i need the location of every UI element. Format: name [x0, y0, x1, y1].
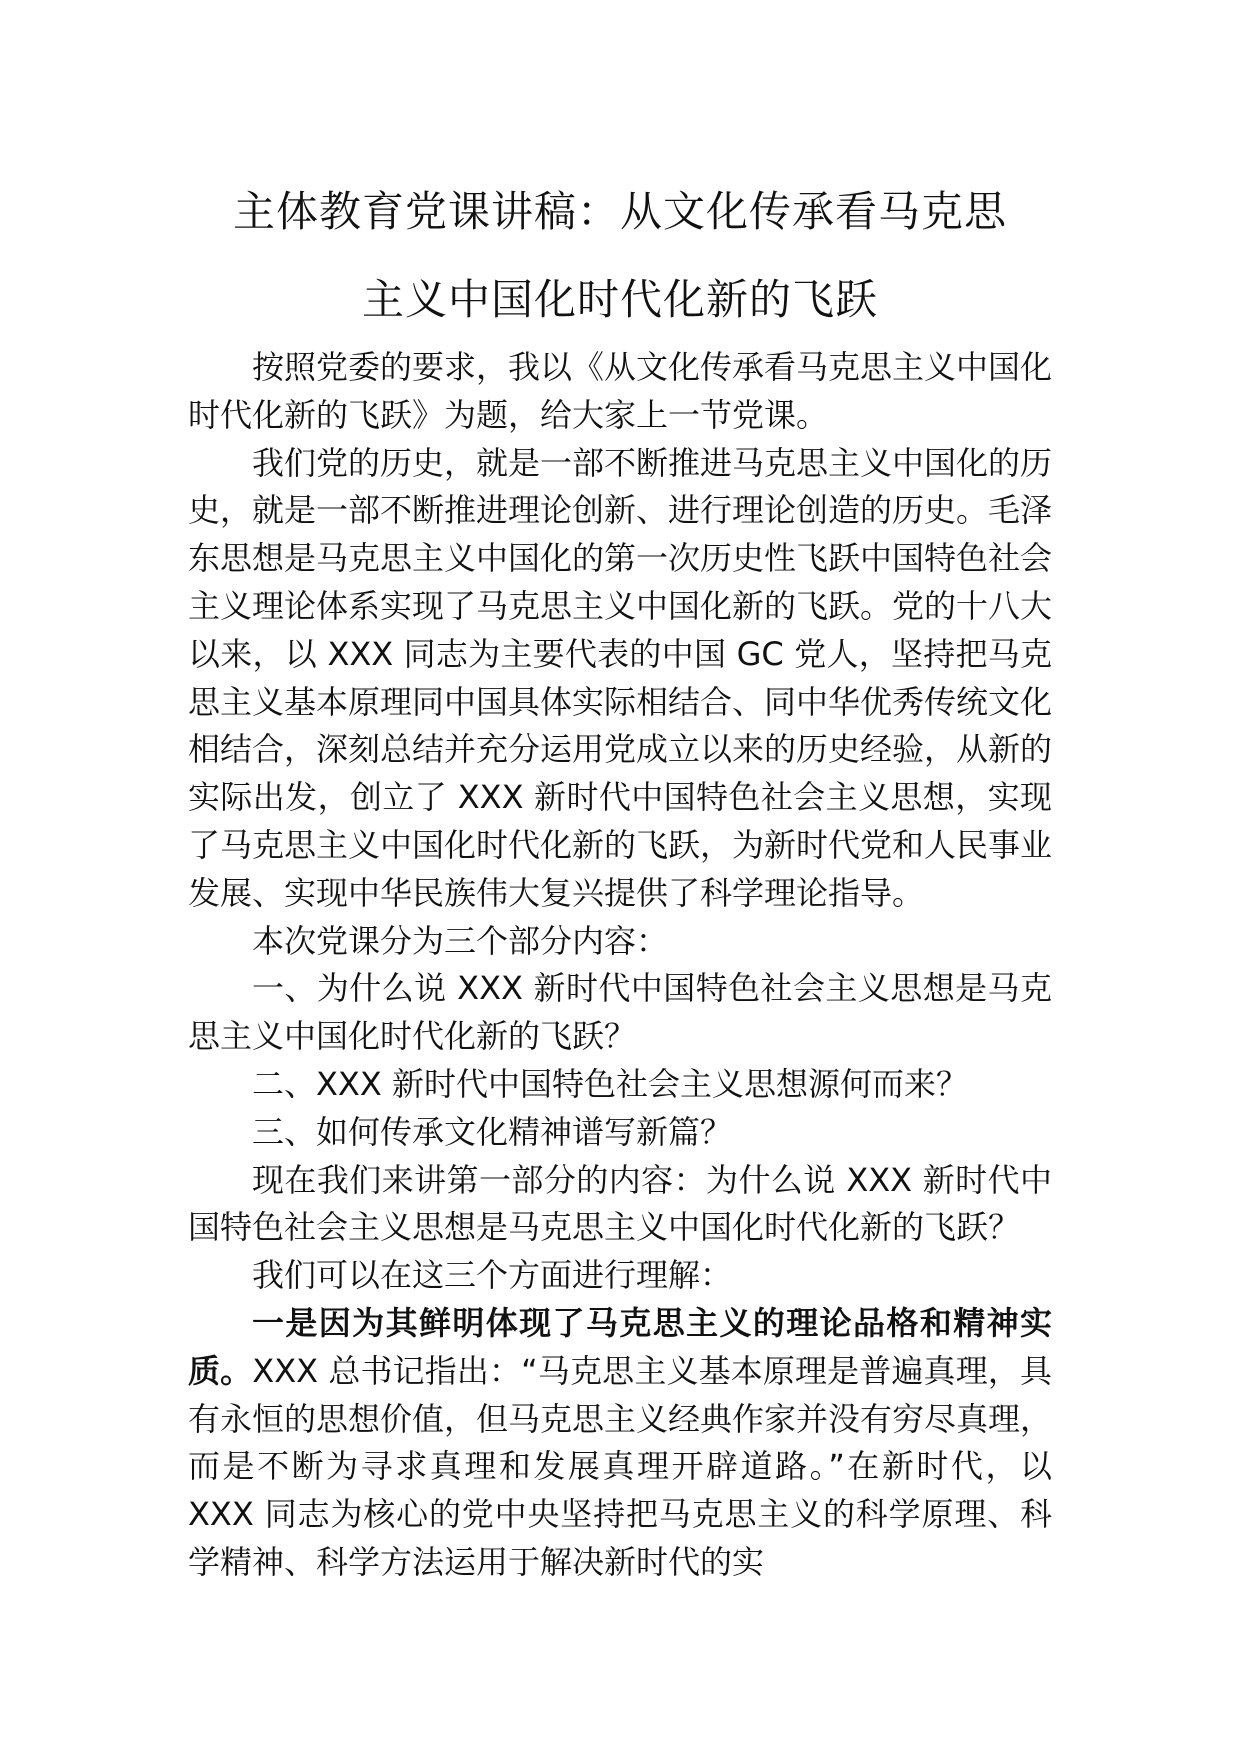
paragraph-three-aspects: 我们可以在这三个方面进行理解： [252, 1256, 733, 1295]
title-line-2: 主义中国化时代化新的飞跃 [361, 275, 878, 324]
paragraph-outline-item-3: 三、如何传承文化精神谱写新篇？ [252, 1112, 733, 1151]
document-page [188, 168, 1052, 1587]
paragraph-intro: 按照党委的要求，我以《从文化传承看马克思主义中国化时代化新的飞跃》为题，给大家上一节党课。 [188, 348, 1053, 434]
paragraph-part-one-intro: 现在我们来讲第一部分的内容：为什么说 XXX 新时代中国特色社会主义思想是马克思主义中国化时代化新的飞跃？ [188, 1160, 1052, 1247]
document-body [188, 344, 1052, 1587]
paragraph-outline-intro: 本次党课分为三个部分内容： [252, 921, 669, 960]
paragraph-outline-item-2: 二、XXX 新时代中国特色社会主义思想源何而来？ [252, 1064, 968, 1103]
document-title [188, 168, 1052, 344]
paragraph-outline-item-1: 一、为什么说 XXX 新时代中国特色社会主义思想是马克思主义中国化时代化新的飞跃？ [188, 969, 1052, 1056]
aspect-one-heading: 一是因为其鲜明体现了马克思主义的理论品格和精神实质。 [188, 1303, 1052, 1390]
aspect-one-text: XXX 总书记指出：“马克思主义基本原理是普遍真理，具有永恒的思想价值，但马克思主义经典作家并没有穷尽真理，而是不断为寻求真理和发展真理开辟道路。”在新时代，以 XXX 同志为核心的党中央坚持把马克思主义的科学原理、科学精神、科学方法运用于解决新时代的实 [188, 1351, 1053, 1581]
title-line-1: 主体教育党课讲稿：从文化传承看马克思 [232, 187, 1007, 236]
paragraph-history: 我们党的历史，就是一部不断推进马克思主义中国化的历史，就是一部不断推进理论创新、进行理论创造的历史。毛泽东思想是马克思主义中国化的第一次历史性飞跃中国特色社会主义理论体系实现了马克思主义中国化新的飞跃。党的十八大以来，以 XXX 同志为主要代表的中国 GC 党人，坚持把马克思主义基本原理同中国具体实际相结合、同中华优秀传统文化相结合，深刻总结并充分运用党成立以来的历史经验，从新的实际出发，创立了 XXX 新时代中国特色社会主义思想，实现了马克思主义中国化时代化新的飞跃，为新时代党和人民事业发展、实现中华民族伟大复兴提供了科学理论指导。 [188, 443, 1053, 912]
paragraph-aspect-one [188, 1300, 1052, 1587]
